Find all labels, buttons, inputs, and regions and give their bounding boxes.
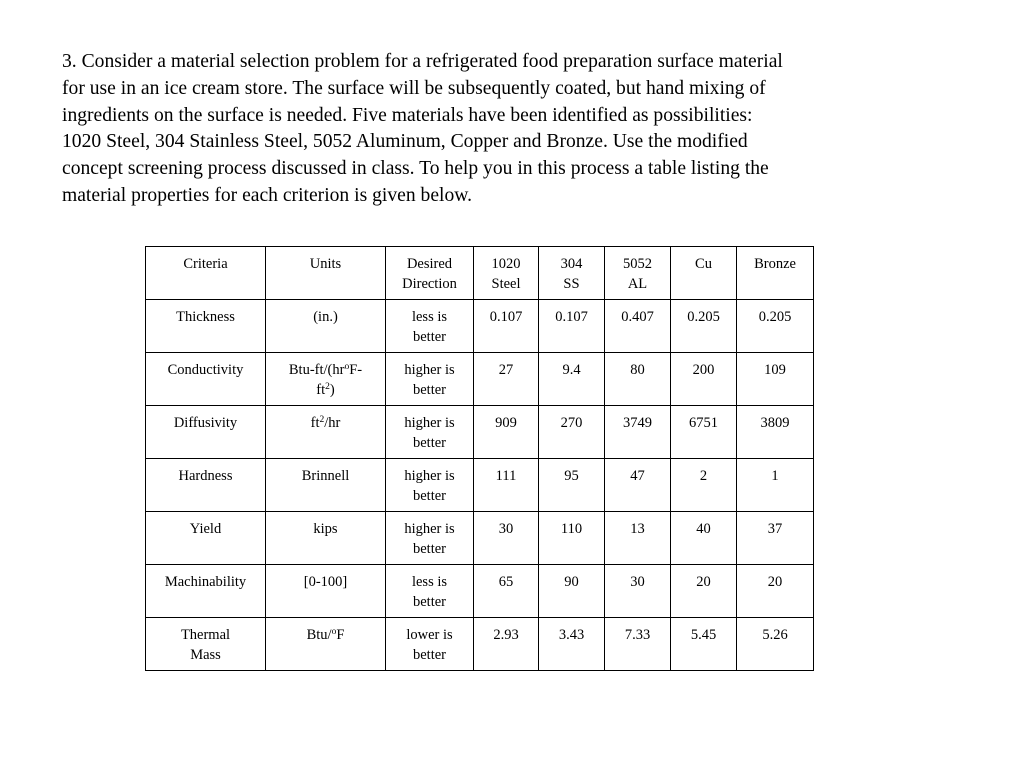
- value-cell: 27: [474, 353, 539, 406]
- value-cell: 7.33: [605, 618, 671, 671]
- header-304-ss: 304 SS: [539, 247, 605, 300]
- value-cell: 20: [737, 565, 814, 618]
- criteria-cell: Thermal Mass: [146, 618, 266, 671]
- value-cell: 2: [671, 459, 737, 512]
- value-cell: 40: [671, 512, 737, 565]
- units-cell: (in.): [266, 300, 386, 353]
- direction-cell: lower is better: [386, 618, 474, 671]
- value-cell: 9.4: [539, 353, 605, 406]
- table-row: [146, 565, 814, 618]
- header-criteria: Criteria: [146, 247, 266, 300]
- units-cell: [0-100]: [266, 565, 386, 618]
- direction-cell: less is better: [386, 565, 474, 618]
- value-cell: 0.205: [671, 300, 737, 353]
- problem-line: 1020 Steel, 304 Stainless Steel, 5052 Aluminum, Copper and Bronze. Use the modified: [62, 131, 748, 153]
- table-header-row: [146, 247, 814, 300]
- value-cell: 0.107: [474, 300, 539, 353]
- criteria-cell: Machinability: [146, 565, 266, 618]
- direction-cell: higher is better: [386, 512, 474, 565]
- value-cell: 109: [737, 353, 814, 406]
- value-cell: 3809: [737, 406, 814, 459]
- units-cell: Btu/$^o$F: [266, 618, 386, 671]
- value-cell: 30: [605, 565, 671, 618]
- value-cell: 6751: [671, 406, 737, 459]
- criteria-cell: Diffusivity: [146, 406, 266, 459]
- value-cell: 0.205: [737, 300, 814, 353]
- units-cell: Btu-$ft/(hr^oF-$ $ft^2$): [266, 353, 386, 406]
- header-bronze: Bronze: [737, 247, 814, 300]
- value-cell: 0.107: [539, 300, 605, 353]
- header-5052-al: 5052 AL: [605, 247, 671, 300]
- units-cell: $ft^2/hr$: [266, 406, 386, 459]
- direction-cell: higher is better: [386, 459, 474, 512]
- direction-cell: higher is better: [386, 406, 474, 459]
- value-cell: 37: [737, 512, 814, 565]
- value-cell: 200: [671, 353, 737, 406]
- criteria-cell: Thickness: [146, 300, 266, 353]
- value-cell: 47: [605, 459, 671, 512]
- value-cell: 65: [474, 565, 539, 618]
- header-cu: Cu: [671, 247, 737, 300]
- table-row: [146, 459, 814, 512]
- table-row: [146, 618, 814, 671]
- header-1020-steel: 1020 Steel: [474, 247, 539, 300]
- value-cell: 0.407: [605, 300, 671, 353]
- direction-cell: higher is better: [386, 353, 474, 406]
- table-row: [146, 300, 814, 353]
- direction-cell: less is better: [386, 300, 474, 353]
- value-cell: 30: [474, 512, 539, 565]
- value-cell: 909: [474, 406, 539, 459]
- header-units: Units: [266, 247, 386, 300]
- table-row: [146, 353, 814, 406]
- problem-statement: [62, 49, 942, 210]
- problem-line: concept screening process discussed in class. To help you in this process a table listing the: [62, 158, 769, 180]
- value-cell: 80: [605, 353, 671, 406]
- table-row: [146, 406, 814, 459]
- units-cell: kips: [266, 512, 386, 565]
- problem-line: material properties for each criterion is given below.: [62, 184, 473, 206]
- header-desired-direction: Desired Direction: [386, 247, 474, 300]
- problem-line: ingredients on the surface is needed. Five materials have been identified as possibilities:: [62, 104, 753, 126]
- material-properties-table: [145, 246, 814, 671]
- value-cell: 270: [539, 406, 605, 459]
- problem-line: for use in an ice cream store. The surface will be subsequently coated, but hand mixing of: [62, 77, 766, 99]
- value-cell: 3749: [605, 406, 671, 459]
- value-cell: 90: [539, 565, 605, 618]
- units-cell: Brinnell: [266, 459, 386, 512]
- value-cell: 3.43: [539, 618, 605, 671]
- table-row: [146, 512, 814, 565]
- value-cell: 110: [539, 512, 605, 565]
- criteria-cell: Yield: [146, 512, 266, 565]
- value-cell: 1: [737, 459, 814, 512]
- value-cell: 5.45: [671, 618, 737, 671]
- problem-line: 3. Consider a material selection problem for a refrigerated food preparation surface material: [62, 51, 783, 72]
- value-cell: 111: [474, 459, 539, 512]
- criteria-cell: Hardness: [146, 459, 266, 512]
- value-cell: 2.93: [474, 618, 539, 671]
- criteria-cell: Conductivity: [146, 353, 266, 406]
- value-cell: 20: [671, 565, 737, 618]
- value-cell: 13: [605, 512, 671, 565]
- value-cell: 95: [539, 459, 605, 512]
- value-cell: 5.26: [737, 618, 814, 671]
